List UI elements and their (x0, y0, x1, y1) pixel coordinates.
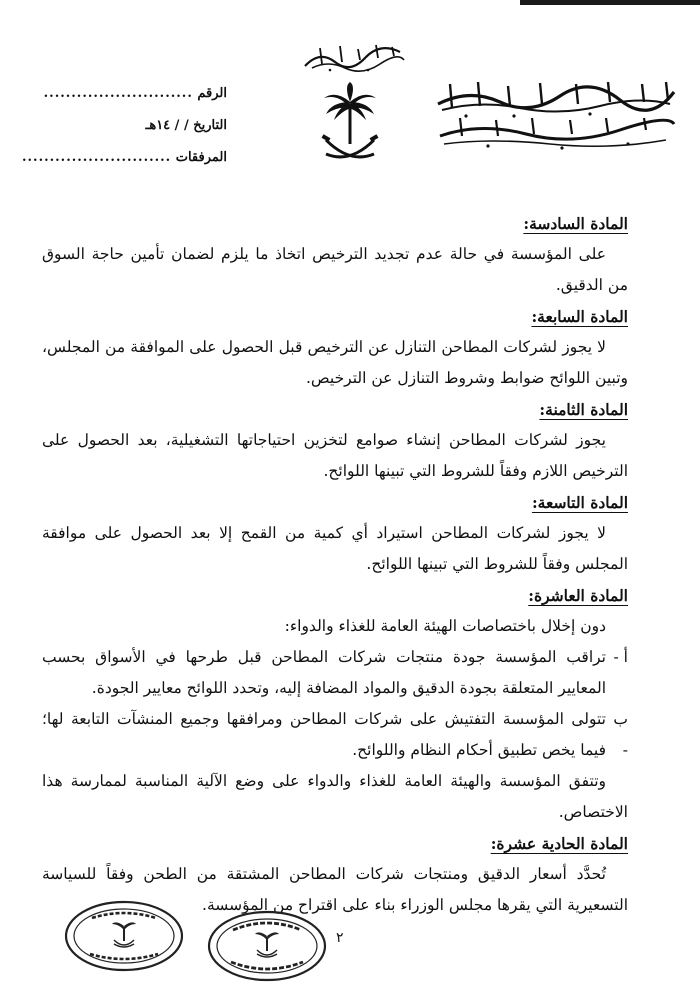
article-8 (42, 394, 628, 487)
article-9 (42, 487, 628, 580)
date-label: التاريخ (193, 118, 227, 133)
article-heading: المادة العاشرة: (528, 586, 628, 605)
article-text: يجوز لشركات المطاحن إنشاء صوامع لتخزين احتياجاتها التشغيلية، بعد الحصول على الترخيص اللازم وفقاً للشروط التي تبينها اللوائح. (42, 431, 628, 480)
official-seal-icon (205, 908, 329, 984)
list-item-text: تراقب المؤسسة جودة منتجات شركات المطاحن قبل طرحها في الأسواق بحسب المعايير المتعلقة بجودة الدقيق والمواد المضافة إليه، وتحدد اللوائح معايير الجودة. (42, 648, 606, 697)
article-text: لا يجوز لشركات المطاحن استيراد أي كمية من القمح إلا بعد الحصول على موافقة المجلس وفقاً للشروط التي تبينها اللوائح. (42, 524, 628, 573)
article-text: لا يجوز لشركات المطاحن التنازل عن الترخيص قبل الحصول على الموافقة من المجلس، وتبين اللوائح ضوابط وشروط التنازل عن الترخيص. (42, 338, 628, 387)
article-closing: وتتفق المؤسسة والهيئة العامة للغذاء والدواء على وضع الآلية المناسبة لممارسة هذا الاختصاص. (42, 772, 628, 821)
article-heading: المادة الثامنة: (539, 400, 628, 419)
document-body (42, 208, 628, 921)
list-item (42, 642, 628, 704)
basmala-calligraphy-icon (300, 40, 410, 74)
page-number: ٢ (336, 930, 344, 946)
article-6 (42, 208, 628, 301)
top-border-rule (520, 0, 700, 5)
article-text: تُحدَّد أسعار الدقيق ومنتجات شركات المطاحن المشتقة من الطحن وفقاً للسياسة التسعيرية التي يقرها مجلس الوزراء بناء على اقتراح من المؤسسة. (42, 865, 628, 914)
article-heading: المادة التاسعة: (531, 493, 628, 512)
article-7 (42, 301, 628, 394)
date-field (146, 118, 227, 133)
article-heading: المادة السابعة: (531, 307, 628, 326)
article-intro: دون إخلال باختصاصات الهيئة العامة للغذاء والدواء: (284, 617, 606, 635)
list-marker: ب - (613, 710, 628, 759)
attachments-label: المرفقات (175, 150, 227, 165)
official-seal-icon (62, 898, 186, 974)
list-marker: أ - (613, 648, 628, 666)
attachments-value: ........................... (22, 150, 172, 165)
article-heading: المادة السادسة: (523, 214, 628, 233)
saudi-emblem-icon (318, 80, 382, 172)
letterhead-calligraphy-icon (430, 78, 680, 150)
reference-field (44, 86, 227, 101)
reference-label: الرقم (197, 86, 227, 101)
reference-value: ........................... (43, 86, 193, 101)
list-item-text: تتولى المؤسسة التفتيش على شركات المطاحن ومرافقها وجميع المنشآت التابعة لها؛ فيما يخص تطبيق أحكام النظام واللوائح. (42, 710, 606, 759)
article-10 (42, 580, 628, 828)
attachments-field (22, 150, 227, 165)
date-value: / / ١٤هـ (145, 118, 189, 133)
article-text: على المؤسسة في حالة عدم تجديد الترخيص اتخاذ ما يلزم لضمان تأمين حاجة السوق من الدقيق. (42, 245, 628, 294)
article-heading: المادة الحادية عشرة: (490, 834, 628, 853)
list-item (42, 704, 628, 766)
